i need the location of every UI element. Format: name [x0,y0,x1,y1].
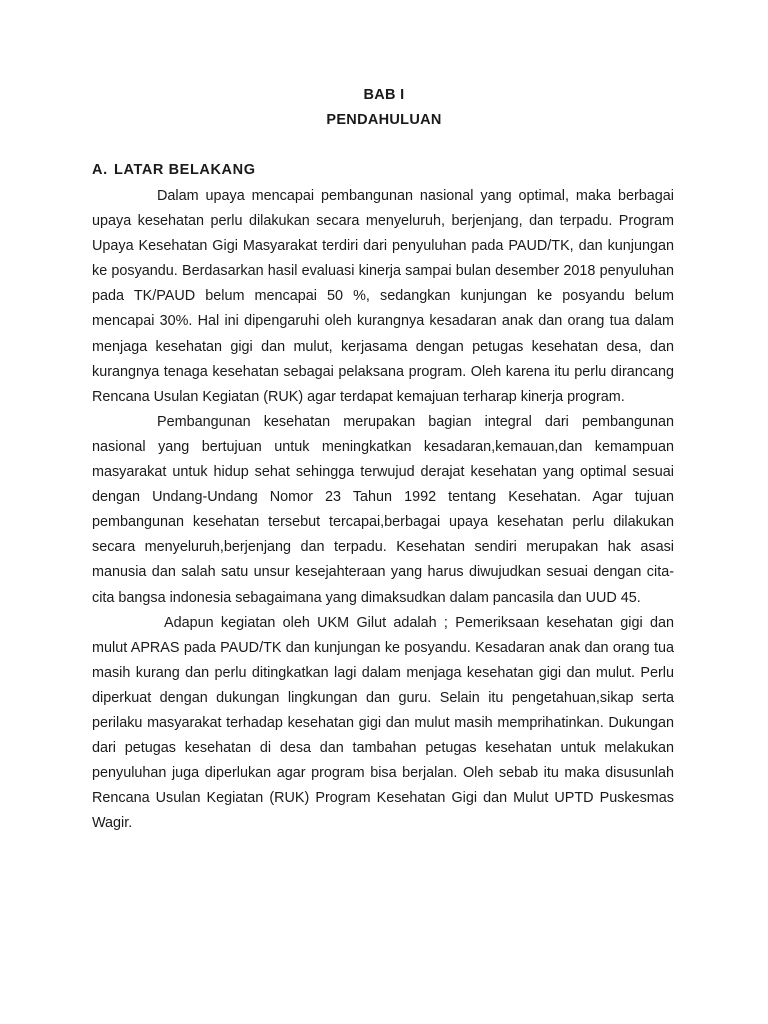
paragraph: Adapun kegiatan oleh UKM Gilut adalah ; Pemeriksaan kesehatan gigi dan mulut APRAS pada PAUD/TK dan kunjungan ke posyandu. Kesadaran anak dan orang tua masih kurang dan perlu ditingkatkan lagi dalam menjaga kesehatan gigi dan mulut. Perlu diperkuat dengan dukungan lingkungan dan guru. Selain itu pengetahuan,sikap serta perilaku masyarakat terhadap kesehatan gigi dan mulut masih memprihatinkan. Dukungan dari petugas kesehatan di desa dan tambahan petugas kesehatan untuk melakukan penyuluhan juga diperlukan agar program bisa berjalan. Oleh sebab itu maka disusunlah Rencana Usulan Kegiatan (RUK) Program Kesehatan Gigi dan Mulut UPTD Puskesmas Wagir. [92,614,674,832]
chapter-number: BAB I [363,87,405,103]
paragraph: Pembangunan kesehatan merupakan bagian integral dari pembangunan nasional yang bertujuan untuk meningkatkan kesadaran,kemauan,dan kemampuan masyarakat untuk hidup sehat sehingga terwujud derajat kesehatan yang optimal sesuai dengan Undang-Undang Nomor 23 Tahun 1992 tentang Kesehatan. Agar tujuan pembangunan kesehatan tersebut tercapai,berbagai upaya kesehatan perlu dilakukan secara menyeluruh,berjenjang dan terpadu. Kesehatan sendiri merupakan hak asasi manusia dan salah satu unsur kesejahteraan yang harus diwujudkan sesuai dengan cita-cita bangsa indonesia sebagaimana yang dimaksudkan dalam pancasila dan UUD 45. [92,413,674,606]
chapter-title: PENDAHULUAN [326,112,442,128]
section-marker: A. [92,162,108,178]
section-heading [92,162,256,178]
paragraph: Dalam upaya mencapai pembangunan nasional yang optimal, maka berbagai upaya kesehatan perlu dilakukan secara menyeluruh, berjenjang, dan terpadu. Program Upaya Kesehatan Gigi Masyarakat terdiri dari penyuluhan pada PAUD/TK, dan kunjungan ke posyandu. Berdasarkan hasil evaluasi kinerja sampai bulan desember 2018 penyuluhan pada TK/PAUD belum mencapai 50 %, sedangkan kunjungan ke posyandu belum mencapai 30%. Hal ini dipengaruhi oleh kurangnya kesadaran anak dan orang tua dalam menjaga kesehatan gigi dan mulut, kerjasama dengan petugas kesehatan desa, dan kurangnya tenaga kesehatan sebagai pelaksana program. Oleh karena itu perlu dirancang Rencana Usulan Kegiatan (RUK) agar terdapat kemajuan terharap kinerja program. [92,188,674,405]
section-title: LATAR BELAKANG [114,162,256,178]
body-text [92,184,674,836]
